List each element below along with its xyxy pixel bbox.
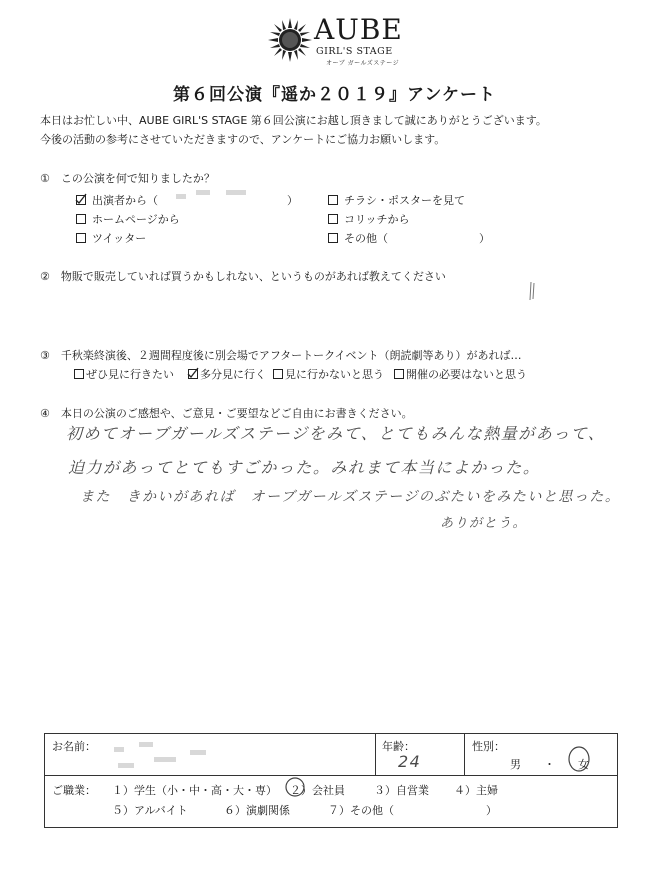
q1-option-other[interactable]: [328, 230, 388, 246]
q1-option-other-close: ）: [479, 232, 490, 245]
checkbox-icon[interactable]: [328, 195, 338, 205]
page-title: 第６回公演『遥か２０１９』アンケート: [173, 85, 496, 105]
handwritten-comment-line-1: 初めてオーブガールズステージをみて、とてもみんな熱量があって、: [66, 424, 606, 443]
checkbox-checked-icon[interactable]: [188, 369, 198, 379]
gender-female-option[interactable]: 女: [578, 758, 589, 771]
circle-selection-icon: [284, 776, 306, 798]
occupation-part-time[interactable]: ５）アルバイト: [112, 804, 188, 817]
gender-male-option[interactable]: 男: [510, 758, 521, 771]
brand-name: AUBE: [314, 13, 403, 46]
q3-option-definitely[interactable]: [74, 366, 174, 382]
q3-option-unnecessary[interactable]: [394, 366, 527, 382]
redacted-name: [190, 750, 206, 755]
question-1-label: ① この公演を何で知りましたか？: [40, 172, 215, 185]
q1-option-flyer[interactable]: [328, 192, 465, 208]
occupation-label: ご職業：: [52, 784, 96, 797]
redacted-name: [176, 194, 186, 199]
checkbox-icon[interactable]: [273, 369, 283, 379]
circle-selection-icon: [566, 744, 592, 774]
checkbox-checked-icon[interactable]: [76, 195, 86, 205]
sun-logo-icon: [268, 18, 312, 62]
redacted-name: [118, 763, 134, 768]
age-label: 年齢：: [382, 740, 415, 753]
redacted-name: [226, 190, 246, 195]
q1-option-other-label: その他（: [344, 232, 388, 245]
redacted-name: [114, 747, 124, 752]
q1-option-performer-label: 出演者から（: [92, 194, 158, 207]
q3-option-unnecessary-label: 開催の必要はないと思う: [406, 368, 527, 381]
q3-option-probably[interactable]: [188, 366, 266, 382]
q3-option-not-going-label: 見に行かないと思う: [285, 368, 384, 381]
table-divider: [464, 733, 465, 775]
gender-label: 性別：: [472, 740, 505, 753]
occupation-other[interactable]: ７）その他（: [328, 804, 394, 817]
handwritten-comment-line-4: ありがとう。: [440, 516, 528, 531]
q1-option-performer-close: ）: [287, 194, 298, 207]
q1-option-homepage-label: ホームページから: [92, 213, 180, 226]
checkbox-icon[interactable]: [76, 233, 86, 243]
handwritten-comment-line-3: また きかいがあれば オーブガールズステージのぶたいをみたいと思った。: [80, 489, 621, 505]
q1-option-corich[interactable]: [328, 211, 410, 227]
table-divider: [44, 775, 617, 776]
q1-option-twitter[interactable]: [76, 230, 146, 246]
age-value[interactable]: 24: [398, 752, 422, 771]
redacted-name: [196, 190, 210, 195]
handwritten-comment-line-2: 迫力があってとてもすごかった。みれまて本当によかった。: [68, 458, 541, 477]
q3-option-probably-label: 多分見に行く: [200, 368, 266, 381]
brand-subtitle: GIRL'S STAGE: [316, 46, 393, 57]
intro-line-1: 本日はお忙しい中、AUBE GIRL'S STAGE 第６回公演にお越し頂きまして誠にありがとうございます。: [40, 114, 547, 127]
gender-separator: ・: [544, 758, 555, 771]
q1-option-homepage[interactable]: [76, 211, 180, 227]
q1-option-performer[interactable]: [76, 192, 158, 208]
occupation-other-close: ）: [486, 804, 497, 817]
q1-option-flyer-label: チラシ・ポスターを見て: [344, 194, 465, 207]
brand-kana: オーブ ガールズステージ: [326, 60, 400, 67]
name-label: お名前：: [52, 740, 96, 753]
occupation-theater[interactable]: ６）演劇関係: [224, 804, 290, 817]
pen-mark-icon: [528, 280, 538, 302]
checkbox-icon[interactable]: [76, 214, 86, 224]
checkbox-icon[interactable]: [394, 369, 404, 379]
checkbox-icon[interactable]: [328, 214, 338, 224]
q3-option-not-going[interactable]: [273, 366, 384, 382]
intro-line-2: 今後の活動の参考にさせていただきますので、アンケートにご協力お願いします。: [40, 133, 446, 146]
occupation-student[interactable]: １）学生（小・中・高・大・専）: [112, 784, 277, 797]
q1-option-twitter-label: ツイッター: [92, 232, 147, 245]
checkbox-icon[interactable]: [328, 233, 338, 243]
occupation-employee[interactable]: ２）会社員: [290, 784, 345, 797]
question-2-label: ② 物販で販売していれば買うかもしれない、というものがあれば教えてください: [40, 270, 446, 283]
occupation-self-employed[interactable]: ３）自営業: [374, 784, 429, 797]
table-divider: [375, 733, 376, 775]
occupation-homemaker[interactable]: ４）主婦: [454, 784, 498, 797]
q1-option-corich-label: コリッチから: [344, 213, 410, 226]
checkbox-icon[interactable]: [74, 369, 84, 379]
redacted-name: [154, 757, 176, 762]
question-3-label: ③ 千秋楽終演後、２週間程度後に別会場でアフタートークイベント（朗読劇等あり）があれば…: [40, 349, 522, 362]
redacted-name: [139, 742, 153, 747]
q3-option-definitely-label: ぜひ見に行きたい: [86, 368, 174, 381]
question-4-label: ④ 本日の公演のご感想や、ご意見・ご要望などご自由にお書きください。: [40, 407, 413, 420]
